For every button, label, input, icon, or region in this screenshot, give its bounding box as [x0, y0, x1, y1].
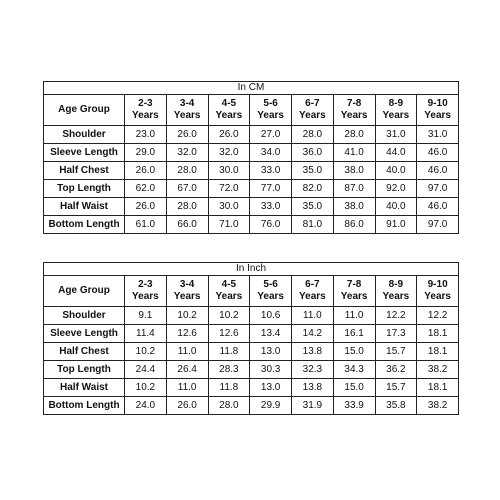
age-unit: Years	[382, 110, 410, 121]
measurement-cell: 76.0	[250, 216, 292, 234]
measurement-cell: 29.9	[250, 397, 292, 415]
measurement-cell: 13.4	[250, 325, 292, 343]
size-table-inch	[43, 262, 459, 415]
measurement-cell: 35.0	[292, 162, 334, 180]
age-group-header	[333, 95, 375, 126]
measurement-cell: 38.0	[333, 162, 375, 180]
measurement-cell: 38.2	[417, 361, 459, 379]
measurement-cell: 35.0	[292, 198, 334, 216]
measurement-cell: 97.0	[417, 216, 459, 234]
age-range: 7-8	[346, 279, 362, 290]
age-range: 3-4	[179, 279, 195, 290]
measurement-cell: 10.6	[250, 307, 292, 325]
row-label: Top Length	[44, 361, 125, 379]
age-unit: Years	[132, 291, 159, 302]
measurement-cell: 38.2	[417, 397, 459, 415]
measurement-cell: 30.3	[250, 361, 292, 379]
measurement-cell: 31.0	[375, 126, 417, 144]
measurement-cell: 30.0	[208, 198, 250, 216]
measurement-cell: 44.0	[375, 144, 417, 162]
table-row	[44, 216, 459, 234]
table-row	[44, 379, 459, 397]
measurement-cell: 15.0	[333, 379, 375, 397]
measurement-cell: 30.0	[208, 162, 250, 180]
measurement-cell: 35.8	[375, 397, 417, 415]
table-row	[44, 361, 459, 379]
age-unit: Years	[424, 291, 451, 302]
table-title: In CM	[44, 82, 459, 95]
measurement-cell: 26.4	[166, 361, 208, 379]
age-group-header	[250, 276, 292, 307]
row-label: Half Chest	[44, 162, 125, 180]
age-unit: Years	[132, 110, 159, 121]
age-range: 6-7	[305, 279, 320, 290]
age-unit: Years	[215, 291, 243, 302]
age-group-label: Age Group	[44, 95, 125, 126]
table-header-row	[44, 276, 459, 307]
age-unit: Years	[424, 110, 451, 121]
measurement-cell: 12.6	[166, 325, 208, 343]
age-group-label: Age Group	[44, 276, 125, 307]
measurement-cell: 24.0	[125, 397, 167, 415]
measurement-cell: 11.0	[333, 307, 375, 325]
measurement-cell: 11.4	[125, 325, 167, 343]
measurement-cell: 18.1	[417, 379, 459, 397]
age-unit: Years	[340, 291, 368, 302]
age-unit: Years	[382, 291, 410, 302]
age-group-header	[208, 276, 250, 307]
row-label: Sleeve Length	[44, 144, 125, 162]
table-body	[44, 263, 459, 415]
measurement-cell: 11.8	[208, 343, 250, 361]
age-unit: Years	[173, 291, 201, 302]
measurement-cell: 17.3	[375, 325, 417, 343]
measurement-cell: 77.0	[250, 180, 292, 198]
measurement-cell: 9.1	[125, 307, 167, 325]
measurement-cell: 46.0	[417, 198, 459, 216]
measurement-cell: 26.0	[166, 397, 208, 415]
row-label: Half Waist	[44, 198, 125, 216]
measurement-cell: 62.0	[125, 180, 167, 198]
size-table-cm	[43, 81, 459, 234]
measurement-cell: 12.2	[417, 307, 459, 325]
measurement-cell: 31.9	[292, 397, 334, 415]
measurement-cell: 97.0	[417, 180, 459, 198]
measurement-cell: 24.4	[125, 361, 167, 379]
measurement-cell: 38.0	[333, 198, 375, 216]
row-label: Half Chest	[44, 343, 125, 361]
age-range: 9-10	[427, 279, 448, 290]
measurement-cell: 18.1	[417, 325, 459, 343]
measurement-cell: 31.0	[417, 126, 459, 144]
measurement-cell: 11.0	[292, 307, 334, 325]
age-unit: Years	[299, 110, 326, 121]
measurement-cell: 40.0	[375, 162, 417, 180]
measurement-cell: 23.0	[125, 126, 167, 144]
age-range: 2-3	[138, 279, 153, 290]
measurement-cell: 67.0	[166, 180, 208, 198]
measurement-cell: 10.2	[166, 307, 208, 325]
measurement-cell: 91.0	[375, 216, 417, 234]
measurement-cell: 13.0	[250, 343, 292, 361]
measurement-cell: 81.0	[292, 216, 334, 234]
measurement-cell: 92.0	[375, 180, 417, 198]
row-label: Shoulder	[44, 126, 125, 144]
row-label: Bottom Length	[44, 397, 125, 415]
measurement-cell: 28.3	[208, 361, 250, 379]
measurement-cell: 13.0	[250, 379, 292, 397]
age-range: 3-4	[179, 98, 195, 109]
measurement-cell: 12.2	[375, 307, 417, 325]
measurement-cell: 26.0	[125, 198, 167, 216]
measurement-cell: 27.0	[250, 126, 292, 144]
measurement-cell: 28.0	[166, 162, 208, 180]
table-title: In Inch	[44, 263, 459, 276]
measurement-cell: 29.0	[125, 144, 167, 162]
age-range: 8-9	[388, 279, 404, 290]
measurement-cell: 36.2	[375, 361, 417, 379]
measurement-cell: 82.0	[292, 180, 334, 198]
age-group-header	[208, 95, 250, 126]
age-range: 5-6	[263, 279, 278, 290]
measurement-cell: 13.8	[292, 343, 334, 361]
measurement-cell: 16.1	[333, 325, 375, 343]
table-row	[44, 162, 459, 180]
measurement-cell: 10.2	[208, 307, 250, 325]
measurement-cell: 61.0	[125, 216, 167, 234]
measurement-cell: 13.8	[292, 379, 334, 397]
age-unit: Years	[173, 110, 201, 121]
age-group-header	[166, 276, 208, 307]
table-title-row	[44, 263, 459, 276]
age-group-header	[292, 276, 334, 307]
age-unit: Years	[257, 291, 284, 302]
age-group-header	[292, 95, 334, 126]
age-range: 6-7	[305, 98, 320, 109]
measurement-cell: 86.0	[333, 216, 375, 234]
measurement-cell: 26.0	[125, 162, 167, 180]
measurement-cell: 72.0	[208, 180, 250, 198]
table-row	[44, 325, 459, 343]
table-row	[44, 180, 459, 198]
measurement-cell: 33.0	[250, 198, 292, 216]
table-row	[44, 307, 459, 325]
measurement-cell: 12.6	[208, 325, 250, 343]
measurement-cell: 32.0	[208, 144, 250, 162]
age-range: 7-8	[346, 98, 362, 109]
measurement-cell: 11.0	[166, 343, 208, 361]
measurement-cell: 15.7	[375, 379, 417, 397]
table-row	[44, 144, 459, 162]
age-range: 4-5	[221, 98, 237, 109]
measurement-cell: 26.0	[166, 126, 208, 144]
table-body	[44, 82, 459, 234]
age-unit: Years	[257, 110, 284, 121]
measurement-cell: 33.0	[250, 162, 292, 180]
age-group-header	[333, 276, 375, 307]
measurement-cell: 28.0	[208, 397, 250, 415]
table-header-row	[44, 95, 459, 126]
table-row	[44, 126, 459, 144]
measurement-cell: 32.3	[292, 361, 334, 379]
measurement-cell: 18.1	[417, 343, 459, 361]
measurement-cell: 46.0	[417, 162, 459, 180]
measurement-cell: 33.9	[333, 397, 375, 415]
age-group-header	[417, 276, 459, 307]
age-range: 5-6	[263, 98, 278, 109]
age-unit: Years	[299, 291, 326, 302]
age-group-header	[375, 95, 417, 126]
measurement-cell: 28.0	[333, 126, 375, 144]
age-group-header	[375, 276, 417, 307]
row-label: Shoulder	[44, 307, 125, 325]
measurement-cell: 10.2	[125, 379, 167, 397]
age-unit: Years	[215, 110, 243, 121]
table-title-row	[44, 82, 459, 95]
row-label: Sleeve Length	[44, 325, 125, 343]
measurement-cell: 11.8	[208, 379, 250, 397]
age-range: 4-5	[221, 279, 237, 290]
table-row	[44, 397, 459, 415]
age-range: 2-3	[138, 98, 153, 109]
measurement-cell: 87.0	[333, 180, 375, 198]
measurement-cell: 41.0	[333, 144, 375, 162]
measurement-cell: 34.0	[250, 144, 292, 162]
measurement-cell: 34.3	[333, 361, 375, 379]
age-group-header	[166, 95, 208, 126]
row-label: Top Length	[44, 180, 125, 198]
measurement-cell: 66.0	[166, 216, 208, 234]
age-group-header	[417, 95, 459, 126]
measurement-cell: 71.0	[208, 216, 250, 234]
measurement-cell: 46.0	[417, 144, 459, 162]
age-range: 8-9	[388, 98, 404, 109]
measurement-cell: 28.0	[166, 198, 208, 216]
measurement-cell: 36.0	[292, 144, 334, 162]
measurement-cell: 28.0	[292, 126, 334, 144]
measurement-cell: 15.7	[375, 343, 417, 361]
measurement-cell: 15.0	[333, 343, 375, 361]
row-label: Bottom Length	[44, 216, 125, 234]
measurement-cell: 32.0	[166, 144, 208, 162]
measurement-cell: 40.0	[375, 198, 417, 216]
table-row	[44, 198, 459, 216]
age-range: 9-10	[427, 98, 448, 109]
age-group-header	[125, 95, 167, 126]
age-group-header	[250, 95, 292, 126]
measurement-cell: 26.0	[208, 126, 250, 144]
measurement-cell: 10.2	[125, 343, 167, 361]
measurement-cell: 11.0	[166, 379, 208, 397]
row-label: Half Waist	[44, 379, 125, 397]
table-row	[44, 343, 459, 361]
age-group-header	[125, 276, 167, 307]
age-unit: Years	[340, 110, 368, 121]
measurement-cell: 14.2	[292, 325, 334, 343]
